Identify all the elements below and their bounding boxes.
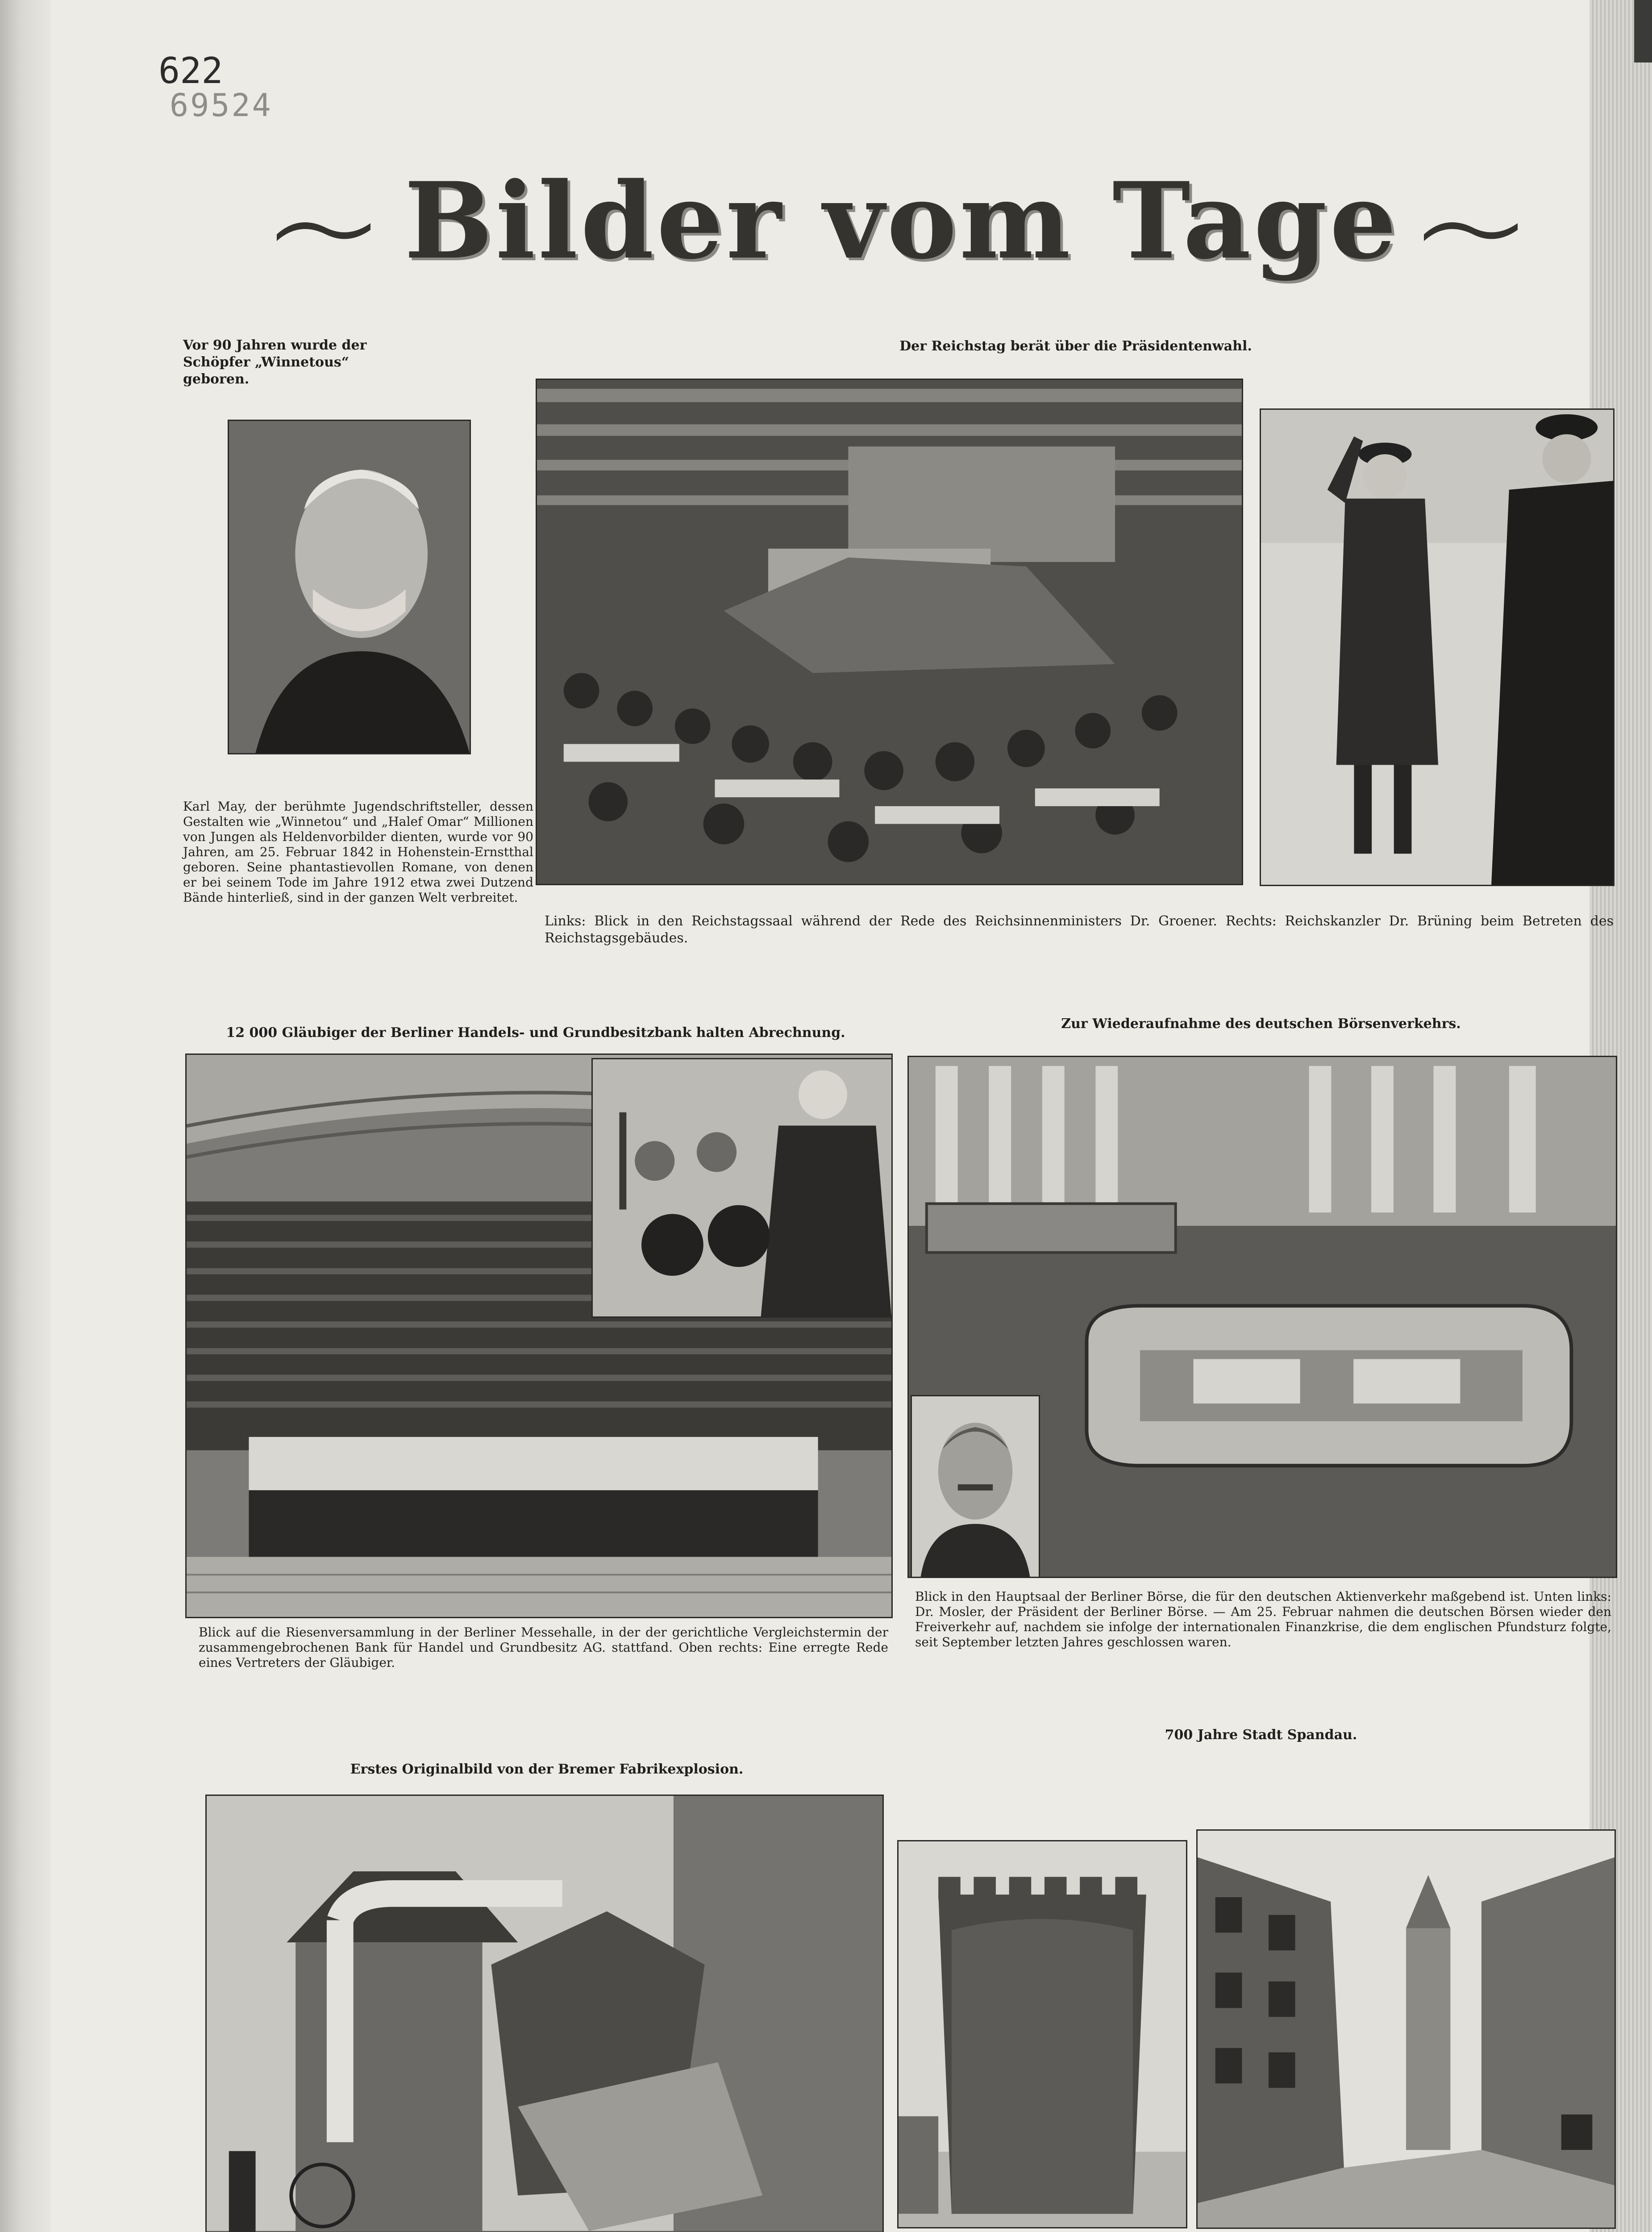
juliusturm-photo <box>897 1840 1187 2228</box>
karl-may-portrait <box>228 420 471 754</box>
page-number: 622 <box>158 50 223 92</box>
potsdamer-strasse-photo <box>1196 1829 1616 2229</box>
karl-may-caption: Karl May, der berühmte Jugendschriftsteller, dessen Gestalten wie „Winnetou“ und „Halef Omar“ Millionen von Jungen als Heldenvorbilder dienten, wurde vor 90 Jahren, am 25. Februar 1842 in Hohenstein-Ernstthal geboren. Seine phantastievollen Romane, von denen er bei seinem Tode im Jahre 1912 etwa zwei Dutzend Bände hinterließ, sind in der ganzen Welt verbreitet. <box>183 799 533 905</box>
glaeubiger-heading: 12 000 Gläubiger der Berliner Handels- und Grundbesitzbank halten Abrechnung. <box>226 1025 845 1041</box>
glaeubiger-caption: Blick auf die Riesenversammlung in der Berliner Messehalle, in der der gerichtliche Vergleichstermin der zusammengebrochenen Bank für Handel und Grundbesitz AG. stattfand. Oben rechts: Eine erregte Rede eines Vertreters der Gläubiger. <box>199 1625 888 1670</box>
speaker-inset-photo <box>591 1058 893 1318</box>
reichstag-caption: Links: Blick in den Reichstagssaal während der Rede des Reichsinnenministers Dr. Groener. Rechts: Reichskanzler Dr. Brüning beim Betreten des Reichstagsgebäudes. <box>545 913 1614 946</box>
archive-stamp: 69524 <box>170 87 273 124</box>
masthead <box>277 147 1527 295</box>
boerse-caption: Blick in den Hauptsaal der Berliner Börse, die für den deutschen Aktienverkehr maßgebend ist. Unten links: Dr. Mosler, der Präsident der Berliner Börse. — Am 25. Februar nahmen die deutschen Börsen wieder den Freiverkehr auf, nachdem sie infolge der internationalen Finanzkrise, die dem englischen Pfundsturz folgte, seit September letzten Jahres geschlossen waren. <box>915 1589 1611 1649</box>
bruening-photo <box>1260 408 1615 886</box>
bremen-heading: Erstes Originalbild von der Bremer Fabrikexplosion. <box>350 1761 744 1777</box>
reichstag-hall-photo <box>536 379 1243 885</box>
spandau-heading: 700 Jahre Stadt Spandau. <box>1165 1727 1357 1743</box>
book-gutter <box>0 0 51 2232</box>
right-ornament-icon <box>1419 210 1522 250</box>
reichstag-heading: Der Reichstag berät über die Präsidentenwahl. <box>899 338 1252 354</box>
mosler-portrait <box>911 1395 1040 1578</box>
karl-may-heading: Vor 90 Jahren wurde der Schöpfer „Winnetous“ geboren. <box>183 337 367 387</box>
scan-corner <box>1634 0 1652 62</box>
boerse-heading: Zur Wiederaufnahme des deutschen Börsenverkehrs. <box>1061 1016 1461 1032</box>
page-title: Bilder vom Tage <box>404 159 1399 283</box>
bremen-factory-photo <box>205 1795 884 2232</box>
